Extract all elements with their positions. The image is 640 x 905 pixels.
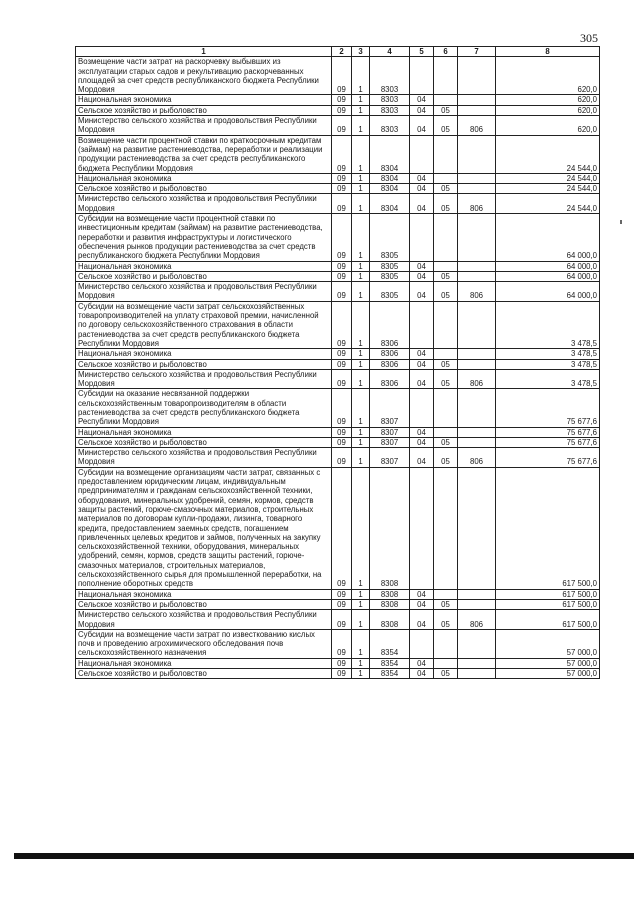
row-code-cell: 8305: [370, 261, 410, 271]
row-name-cell: Министерство сельского хозяйства и продовольствия Республики Мордовия: [76, 282, 332, 302]
row-code-cell: 1: [352, 301, 370, 348]
row-section-cell: [410, 214, 434, 261]
row-code-cell: 09: [332, 135, 352, 173]
table-row: [76, 437, 600, 447]
row-code-cell: 09: [332, 467, 352, 589]
row-department-cell: [458, 57, 496, 95]
table-row: [76, 448, 600, 468]
row-code-cell: 09: [332, 389, 352, 427]
row-code-cell: 8304: [370, 173, 410, 183]
row-subsection-cell: [434, 589, 458, 599]
row-code-cell: 8306: [370, 359, 410, 369]
row-name-cell: Национальная экономика: [76, 427, 332, 437]
row-name-cell: Национальная экономика: [76, 589, 332, 599]
row-section-cell: 04: [410, 184, 434, 194]
row-code-cell: 1: [352, 669, 370, 679]
row-subsection-cell: [434, 173, 458, 183]
row-name-cell: Субсидии на возмещение части затрат по известкованию кислых почв и проведению агрохимического обследования почв сельскохозяйственного назначения: [76, 629, 332, 658]
row-section-cell: [410, 389, 434, 427]
row-name-cell: Национальная экономика: [76, 95, 332, 105]
row-amount-cell: 75 677,6: [496, 448, 600, 468]
row-department-cell: [458, 467, 496, 589]
row-code-cell: 1: [352, 57, 370, 95]
row-code-cell: 1: [352, 349, 370, 359]
row-code-cell: 09: [332, 349, 352, 359]
row-amount-cell: 620,0: [496, 57, 600, 95]
row-code-cell: 1: [352, 271, 370, 281]
row-code-cell: 1: [352, 194, 370, 214]
row-amount-cell: 24 544,0: [496, 194, 600, 214]
row-code-cell: 09: [332, 301, 352, 348]
row-department-cell: [458, 214, 496, 261]
table-row: [76, 589, 600, 599]
row-name-cell: Министерство сельского хозяйства и продовольствия Республики Мордовия: [76, 194, 332, 214]
row-amount-cell: 64 000,0: [496, 261, 600, 271]
row-code-cell: 8354: [370, 629, 410, 658]
row-code-cell: 8304: [370, 184, 410, 194]
row-section-cell: [410, 467, 434, 589]
row-code-cell: 1: [352, 427, 370, 437]
table-row: [76, 173, 600, 183]
row-amount-cell: 57 000,0: [496, 629, 600, 658]
row-department-cell: [458, 271, 496, 281]
row-code-cell: 1: [352, 437, 370, 447]
row-section-cell: 04: [410, 658, 434, 668]
page-number: 305: [580, 31, 598, 45]
row-code-cell: 1: [352, 282, 370, 302]
row-name-cell: Сельское хозяйство и рыболовство: [76, 359, 332, 369]
table-row: [76, 282, 600, 302]
row-code-cell: 09: [332, 658, 352, 668]
row-name-cell: Возмещение части затрат на раскорчевку выбывших из эксплуатации старых садов и рекультивацию раскорчеванных площадей за счет средств республиканского бюджета Республики Мордовия: [76, 57, 332, 95]
row-code-cell: 1: [352, 135, 370, 173]
row-code-cell: 8306: [370, 349, 410, 359]
row-code-cell: 09: [332, 669, 352, 679]
scan-mark: [620, 220, 622, 224]
row-code-cell: 8305: [370, 282, 410, 302]
row-subsection-cell: 05: [434, 194, 458, 214]
row-department-cell: [458, 301, 496, 348]
row-code-cell: 09: [332, 57, 352, 95]
row-section-cell: [410, 301, 434, 348]
row-code-cell: 09: [332, 448, 352, 468]
row-name-cell: Субсидии на оказание несвязанной поддержки сельскохозяйственным товаропроизводителям в области растениеводства за счет средств республиканского бюджета Республики Мордовия: [76, 389, 332, 427]
row-code-cell: 1: [352, 214, 370, 261]
table-row: [76, 629, 600, 658]
table-row: [76, 427, 600, 437]
row-subsection-cell: [434, 301, 458, 348]
row-amount-cell: 24 544,0: [496, 135, 600, 173]
row-code-cell: 8306: [370, 301, 410, 348]
row-department-cell: 806: [458, 369, 496, 389]
row-code-cell: 09: [332, 610, 352, 630]
table-row: [76, 135, 600, 173]
row-section-cell: 04: [410, 589, 434, 599]
row-name-cell: Сельское хозяйство и рыболовство: [76, 184, 332, 194]
table-row: [76, 184, 600, 194]
row-subsection-cell: 05: [434, 669, 458, 679]
row-department-cell: [458, 184, 496, 194]
table-row: [76, 658, 600, 668]
row-section-cell: 04: [410, 610, 434, 630]
row-section-cell: 04: [410, 116, 434, 136]
row-code-cell: 8307: [370, 448, 410, 468]
row-name-cell: Министерство сельского хозяйства и продовольствия Республики Мордовия: [76, 369, 332, 389]
row-code-cell: 09: [332, 184, 352, 194]
row-code-cell: 09: [332, 173, 352, 183]
row-section-cell: 04: [410, 599, 434, 609]
row-amount-cell: 617 500,0: [496, 599, 600, 609]
row-code-cell: 8308: [370, 589, 410, 599]
row-code-cell: 1: [352, 599, 370, 609]
row-subsection-cell: [434, 427, 458, 437]
row-code-cell: 8354: [370, 669, 410, 679]
row-section-cell: 04: [410, 282, 434, 302]
row-section-cell: 04: [410, 427, 434, 437]
table-row: [76, 271, 600, 281]
row-department-cell: [458, 105, 496, 115]
table-row: [76, 214, 600, 261]
row-section-cell: 04: [410, 105, 434, 115]
row-code-cell: 09: [332, 427, 352, 437]
row-code-cell: 1: [352, 629, 370, 658]
row-section-cell: 04: [410, 349, 434, 359]
row-code-cell: 1: [352, 658, 370, 668]
row-code-cell: 09: [332, 589, 352, 599]
row-amount-cell: 75 677,6: [496, 437, 600, 447]
row-amount-cell: 57 000,0: [496, 658, 600, 668]
row-subsection-cell: [434, 214, 458, 261]
row-name-cell: Субсидии на возмещение части затрат сельскохозяйственных товаропроизводителей на уплату страховой премии, начисленной по договору сельскохозяйственного страхования в области растениеводства за счет средств республиканского бюджета Республики Мордовия: [76, 301, 332, 348]
row-subsection-cell: 05: [434, 610, 458, 630]
column-header: 7: [458, 47, 496, 57]
row-code-cell: 1: [352, 116, 370, 136]
row-department-cell: [458, 135, 496, 173]
row-code-cell: 1: [352, 359, 370, 369]
row-code-cell: 8303: [370, 57, 410, 95]
column-header: 6: [434, 47, 458, 57]
row-name-cell: Сельское хозяйство и рыболовство: [76, 437, 332, 447]
column-header: 4: [370, 47, 410, 57]
row-code-cell: 1: [352, 389, 370, 427]
row-code-cell: 8354: [370, 658, 410, 668]
row-code-cell: 09: [332, 214, 352, 261]
row-section-cell: 04: [410, 173, 434, 183]
row-section-cell: 04: [410, 359, 434, 369]
row-code-cell: 09: [332, 282, 352, 302]
table-row: [76, 359, 600, 369]
row-department-cell: [458, 173, 496, 183]
table-row: [76, 599, 600, 609]
row-code-cell: 1: [352, 184, 370, 194]
row-department-cell: [458, 669, 496, 679]
row-department-cell: 806: [458, 448, 496, 468]
row-code-cell: 09: [332, 359, 352, 369]
row-code-cell: 1: [352, 448, 370, 468]
row-code-cell: 09: [332, 629, 352, 658]
row-department-cell: 806: [458, 282, 496, 302]
column-header: 3: [352, 47, 370, 57]
row-code-cell: 8307: [370, 427, 410, 437]
table-row: [76, 389, 600, 427]
row-code-cell: 1: [352, 261, 370, 271]
row-code-cell: 1: [352, 105, 370, 115]
row-department-cell: [458, 261, 496, 271]
row-amount-cell: 617 500,0: [496, 589, 600, 599]
row-code-cell: 8306: [370, 369, 410, 389]
row-code-cell: 8305: [370, 271, 410, 281]
table-row: [76, 194, 600, 214]
row-department-cell: [458, 389, 496, 427]
table-row: [76, 669, 600, 679]
table-row: [76, 301, 600, 348]
table-row: [76, 105, 600, 115]
row-name-cell: Сельское хозяйство и рыболовство: [76, 669, 332, 679]
row-department-cell: 806: [458, 194, 496, 214]
row-amount-cell: 75 677,6: [496, 389, 600, 427]
row-subsection-cell: 05: [434, 184, 458, 194]
row-section-cell: [410, 629, 434, 658]
row-amount-cell: 3 478,5: [496, 301, 600, 348]
column-header: 5: [410, 47, 434, 57]
row-code-cell: 09: [332, 105, 352, 115]
row-amount-cell: 75 677,6: [496, 427, 600, 437]
row-code-cell: 09: [332, 437, 352, 447]
column-header: 8: [496, 47, 600, 57]
row-amount-cell: 617 500,0: [496, 610, 600, 630]
row-code-cell: 8304: [370, 135, 410, 173]
row-name-cell: Национальная экономика: [76, 658, 332, 668]
row-department-cell: [458, 629, 496, 658]
row-subsection-cell: 05: [434, 437, 458, 447]
row-name-cell: Национальная экономика: [76, 261, 332, 271]
row-amount-cell: 57 000,0: [496, 669, 600, 679]
row-department-cell: [458, 427, 496, 437]
row-name-cell: Национальная экономика: [76, 349, 332, 359]
table-row: [76, 261, 600, 271]
row-code-cell: 1: [352, 95, 370, 105]
row-subsection-cell: 05: [434, 116, 458, 136]
row-subsection-cell: 05: [434, 448, 458, 468]
row-amount-cell: 620,0: [496, 95, 600, 105]
row-department-cell: 806: [458, 116, 496, 136]
row-subsection-cell: [434, 57, 458, 95]
row-subsection-cell: [434, 95, 458, 105]
row-subsection-cell: 05: [434, 282, 458, 302]
row-section-cell: [410, 135, 434, 173]
row-amount-cell: 3 478,5: [496, 359, 600, 369]
row-name-cell: Сельское хозяйство и рыболовство: [76, 599, 332, 609]
row-subsection-cell: [434, 629, 458, 658]
row-name-cell: Субсидии на возмещение части процентной ставки по инвестиционным кредитам (займам) на развитие растениеводства, переработки и развития инфраструктуры и логистического обеспечения рынков продукции растениеводства за счет средств республиканского бюджета Республики Мордовия: [76, 214, 332, 261]
row-section-cell: 04: [410, 669, 434, 679]
column-header: 1: [76, 47, 332, 57]
row-code-cell: 09: [332, 95, 352, 105]
row-amount-cell: 24 544,0: [496, 173, 600, 183]
row-amount-cell: 3 478,5: [496, 349, 600, 359]
row-subsection-cell: 05: [434, 359, 458, 369]
row-section-cell: 04: [410, 271, 434, 281]
row-code-cell: 8303: [370, 116, 410, 136]
row-code-cell: 1: [352, 173, 370, 183]
row-section-cell: 04: [410, 437, 434, 447]
column-header: 2: [332, 47, 352, 57]
row-code-cell: 09: [332, 271, 352, 281]
row-name-cell: Национальная экономика: [76, 173, 332, 183]
row-code-cell: 8303: [370, 105, 410, 115]
row-code-cell: 8307: [370, 437, 410, 447]
row-section-cell: [410, 57, 434, 95]
row-subsection-cell: [434, 349, 458, 359]
row-name-cell: Сельское хозяйство и рыболовство: [76, 105, 332, 115]
row-name-cell: Министерство сельского хозяйства и продовольствия Республики Мордовия: [76, 448, 332, 468]
row-code-cell: 09: [332, 369, 352, 389]
table-row: [76, 610, 600, 630]
bottom-rule: [14, 853, 634, 859]
row-subsection-cell: [434, 467, 458, 589]
row-name-cell: Министерство сельского хозяйства и продовольствия Республики Мордовия: [76, 116, 332, 136]
row-amount-cell: 620,0: [496, 116, 600, 136]
row-subsection-cell: 05: [434, 105, 458, 115]
row-subsection-cell: 05: [434, 271, 458, 281]
row-subsection-cell: 05: [434, 599, 458, 609]
row-subsection-cell: [434, 135, 458, 173]
row-code-cell: 09: [332, 116, 352, 136]
row-code-cell: 8303: [370, 95, 410, 105]
row-code-cell: 8304: [370, 194, 410, 214]
table-row: [76, 57, 600, 95]
row-code-cell: 1: [352, 610, 370, 630]
row-subsection-cell: [434, 389, 458, 427]
row-name-cell: Министерство сельского хозяйства и продовольствия Республики Мордовия: [76, 610, 332, 630]
row-amount-cell: 64 000,0: [496, 214, 600, 261]
row-code-cell: 1: [352, 369, 370, 389]
table-row: [76, 467, 600, 589]
row-department-cell: [458, 349, 496, 359]
row-amount-cell: 617 500,0: [496, 467, 600, 589]
table-row: [76, 95, 600, 105]
row-section-cell: 04: [410, 194, 434, 214]
row-department-cell: [458, 658, 496, 668]
row-code-cell: 1: [352, 589, 370, 599]
table-row: [76, 116, 600, 136]
row-section-cell: 04: [410, 369, 434, 389]
row-amount-cell: 620,0: [496, 105, 600, 115]
row-code-cell: 8305: [370, 214, 410, 261]
row-amount-cell: 3 478,5: [496, 369, 600, 389]
table-row: [76, 349, 600, 359]
row-department-cell: [458, 589, 496, 599]
row-code-cell: 09: [332, 261, 352, 271]
row-section-cell: 04: [410, 95, 434, 105]
row-code-cell: 09: [332, 194, 352, 214]
row-section-cell: 04: [410, 448, 434, 468]
row-department-cell: [458, 95, 496, 105]
table-header-row: [76, 47, 600, 57]
row-amount-cell: 64 000,0: [496, 271, 600, 281]
row-code-cell: 8308: [370, 610, 410, 630]
row-department-cell: 806: [458, 610, 496, 630]
table-row: [76, 369, 600, 389]
row-department-cell: [458, 437, 496, 447]
row-department-cell: [458, 599, 496, 609]
budget-table: [75, 46, 600, 679]
row-amount-cell: 64 000,0: [496, 282, 600, 302]
table-body: [76, 57, 600, 679]
row-subsection-cell: [434, 658, 458, 668]
row-name-cell: Возмещение части процентной ставки по краткосрочным кредитам (займам) на развитие растениеводства, переработки и реализации продукции растениеводства за счет средств республиканского бюджета Республики Мордовия: [76, 135, 332, 173]
row-subsection-cell: [434, 261, 458, 271]
row-name-cell: Сельское хозяйство и рыболовство: [76, 271, 332, 281]
row-code-cell: 1: [352, 467, 370, 589]
row-section-cell: 04: [410, 261, 434, 271]
row-code-cell: 8307: [370, 389, 410, 427]
row-code-cell: 8308: [370, 467, 410, 589]
row-department-cell: [458, 359, 496, 369]
row-code-cell: 8308: [370, 599, 410, 609]
row-name-cell: Субсидии на возмещение организациям части затрат, связанных с предоставлением юридическим лицам, индивидуальным предпринимателям и гражданам сельскохозяйственной техники, оборудования, минеральных удобрений, семян, кормов, средств защиты растений, горюче-смазочных материалов, строительных материалов по договорам купли-продажи, лизинга, товарного кредита, предоставлением заемных средств, погашением привлеченных целевых кредитов и займов, полученных на закупку сельскохозяйственной техники, оборудования, минеральных удобрений, семян, кормов, средств защиты растений, горюче-смазочных материалов, строительных материалов, сельскохозяйственного сырья для промышленной переработки, на пополнение оборотных средств: [76, 467, 332, 589]
row-code-cell: 09: [332, 599, 352, 609]
row-amount-cell: 24 544,0: [496, 184, 600, 194]
row-subsection-cell: 05: [434, 369, 458, 389]
